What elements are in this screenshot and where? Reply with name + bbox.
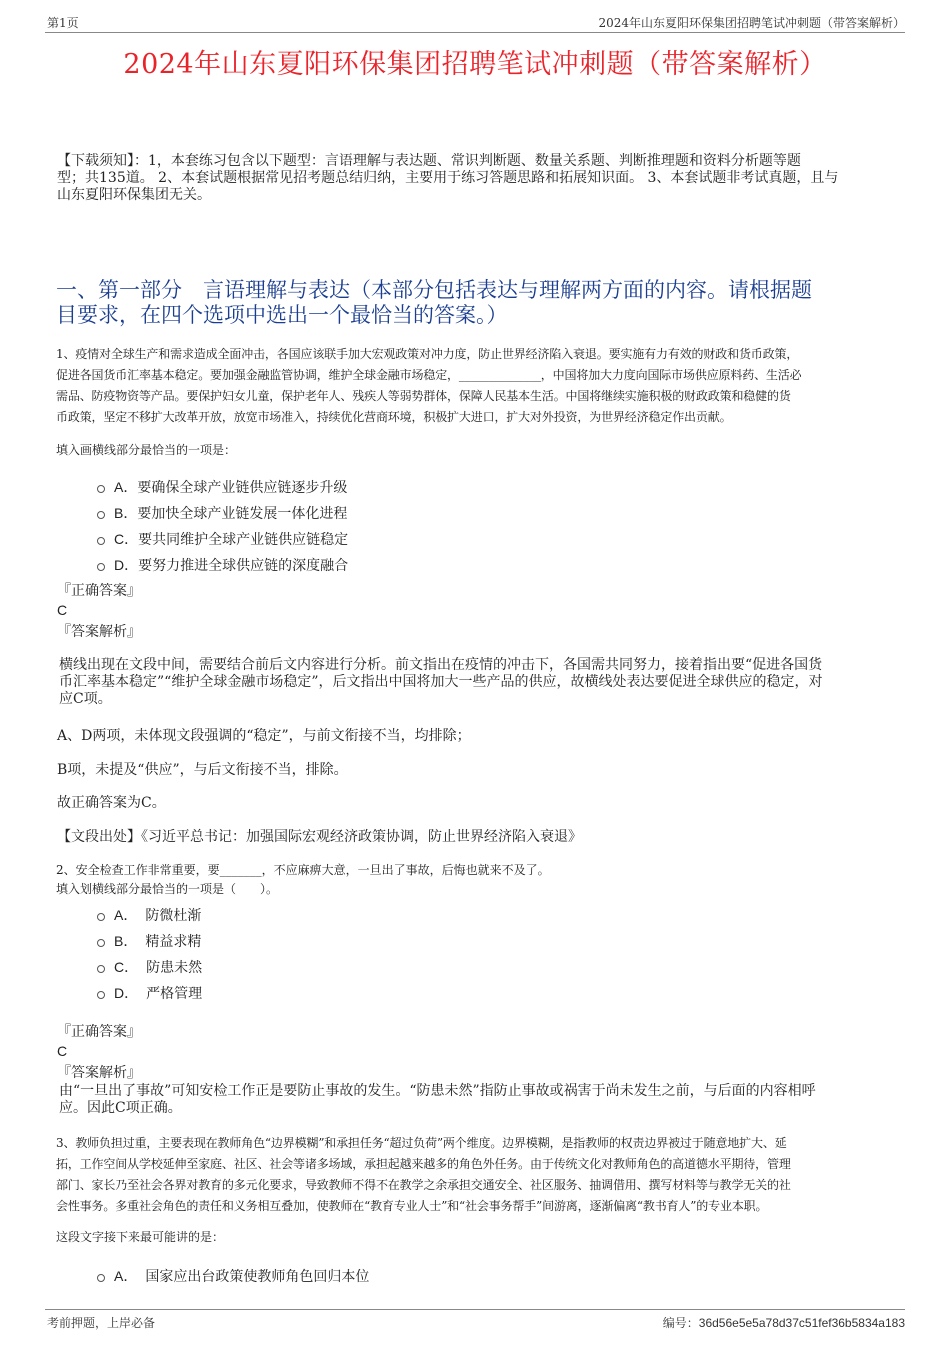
section-line: 目要求，在四个选项中选出一个最恰当的答案。） bbox=[56, 303, 508, 327]
option-letter: B． bbox=[114, 933, 138, 949]
q1-option-d[interactable] bbox=[97, 555, 348, 575]
analysis-line: 由“一旦出了事故”可知安检工作正是要防止事故的发生。“防患未然”指防止事故或祸害于尚未发生之前，与后面的内容相呼 bbox=[59, 1083, 816, 1099]
stem-line: 1、疫情对全球生产和需求造成全面冲击，各国应该联手加大宏观政策对冲力度，防止世界经济陷入衰退。要实施有力有效的财政和货币政策， bbox=[56, 347, 799, 361]
radio-icon[interactable] bbox=[97, 965, 105, 973]
footer-slogan: 考前押题，上岸必备 bbox=[47, 1316, 156, 1330]
option-text: 严格管理 bbox=[146, 986, 203, 1002]
answer-label: 『正确答案』 bbox=[57, 583, 141, 599]
option-text: 要共同维护全球产业链供应链稳定 bbox=[138, 532, 349, 548]
analysis-label: 『答案解析』 bbox=[57, 624, 141, 640]
code-value: 36d56e5e5a78d37c51fef36b5834a183 bbox=[698, 1316, 905, 1330]
q2-option-b[interactable] bbox=[97, 931, 201, 951]
stem-line: 币政策，坚定不移扩大改革开放，放宽市场准入，持续优化营商环境，积极扩大进口，扩大对外投资，为世界经济稳定作出贡献。 bbox=[56, 410, 732, 424]
header-doc-title: 2024年山东夏阳环保集团招聘笔试冲刺题（带答案解析） bbox=[598, 16, 905, 30]
option-text: 防微杜渐 bbox=[145, 908, 202, 924]
footer-divider bbox=[45, 1309, 905, 1310]
analysis-line: 币汇率基本稳定”“维护全球金融市场稳定”，后文指出中国将加大一些产品的供应，故横线处表达要促进全球供应的稳定，对 bbox=[59, 674, 823, 690]
option-text: 要加快全球产业链发展一体化进程 bbox=[137, 506, 348, 522]
analysis-line: 应C项。 bbox=[59, 691, 112, 707]
stem-line: 3、教师负担过重，主要表现在教师角色“边界模糊”和承担任务“超过负荷”两个维度。边界模糊，是指教师的权责边界被过于随意地扩大、延 bbox=[56, 1136, 787, 1150]
question-3-stem bbox=[56, 1133, 916, 1217]
question-2-prompt: 填入划横线部分最恰当的一项是（ ）。 bbox=[56, 882, 279, 896]
option-letter: A． bbox=[114, 907, 138, 923]
question-3-prompt: 这段文字接下来最可能讲的是： bbox=[56, 1230, 225, 1244]
question-1-prompt: 填入画横线部分最恰当的一项是： bbox=[56, 443, 237, 457]
question-1-stem bbox=[56, 344, 916, 428]
q1-option-c[interactable] bbox=[97, 529, 348, 549]
q1-analysis-b: B项，未提及“供应”，与后文衔接不当，排除。 bbox=[57, 762, 348, 778]
stem-line: 部门、家长乃至社会各界对教育的多元化要求，导致教师不得不在教学之余承担交通安全、社区服务、抽调借用、撰写材料等与教学无关的社 bbox=[56, 1178, 791, 1192]
q2-option-a[interactable] bbox=[97, 905, 201, 925]
stem-line: 需品、防疫物资等产品。要保护妇女儿童，保护老年人、残疾人等弱势群体，保障人民基本生活。中国将继续实施积极的财政政策和稳健的货 bbox=[56, 389, 791, 403]
page-number: 第1页 bbox=[47, 16, 79, 30]
stem-line: 会性事务。多重社会角色的责任和义务相互叠加，使教师在“教育专业人士”和“社会事务帮手”间游离，逐渐偏离“教书育人”的专业本职。 bbox=[56, 1199, 768, 1213]
option-letter: D． bbox=[114, 557, 139, 573]
radio-icon[interactable] bbox=[97, 537, 105, 545]
option-letter: C． bbox=[114, 531, 139, 547]
option-text: 要确保全球产业链供应链逐步升级 bbox=[137, 480, 348, 496]
radio-icon[interactable] bbox=[97, 913, 105, 921]
q1-conclusion: 故正确答案为C。 bbox=[57, 795, 166, 811]
option-letter: D． bbox=[114, 985, 139, 1001]
stem-line: 拓，工作空间从学校延伸至家庭、社区、社会等诸多场域，承担起越来越多的角色外任务。由于传统文化对教师角色的高道德水平期待，管理 bbox=[56, 1157, 791, 1171]
analysis-label: 『答案解析』 bbox=[57, 1065, 141, 1081]
stem-line: 促进各国货币汇率基本稳定。要加强金融监管协调，维护全球金融市场稳定，______________，中国将加大力度向国际市场供应原料药、生活必 bbox=[56, 368, 802, 382]
option-text: 精益求精 bbox=[145, 934, 202, 950]
footer-code bbox=[663, 1314, 905, 1331]
radio-icon[interactable] bbox=[97, 563, 105, 571]
q3-option-a[interactable] bbox=[97, 1266, 369, 1286]
analysis-line: 应。因此C项正确。 bbox=[59, 1100, 182, 1116]
q1-analysis bbox=[59, 657, 909, 708]
notice-line: 型；共135道。 2、本套试题根据常见招考题总结归纳，主要用于练习答题思路和拓展知识面。 3、本套试题非考试真题，且与 bbox=[57, 170, 839, 186]
radio-icon[interactable] bbox=[97, 511, 105, 519]
section-line: 一、第一部分 言语理解与表达（本部分包括表达与理解两方面的内容。请根据题 bbox=[56, 278, 812, 302]
option-letter: C． bbox=[114, 959, 139, 975]
notice-line: 【下载须知】：1，本套练习包含以下题型：言语理解与表达题、常识判断题、数量关系题、判断推理题和资料分析题等题 bbox=[57, 153, 801, 169]
download-notice bbox=[57, 153, 907, 204]
code-label: 编号： bbox=[662, 1316, 699, 1330]
section-heading bbox=[56, 278, 916, 328]
radio-icon[interactable] bbox=[97, 1274, 105, 1282]
q2-option-d[interactable] bbox=[97, 983, 202, 1003]
answer-label: 『正确答案』 bbox=[57, 1024, 141, 1040]
option-letter: B． bbox=[114, 505, 138, 521]
q1-option-b[interactable] bbox=[97, 503, 347, 523]
notice-line: 山东夏阳环保集团无关。 bbox=[57, 187, 211, 203]
answer-value: C bbox=[57, 1043, 68, 1059]
question-2-stem: 2、安全检查工作非常重要，要_______，不应麻痹大意，一旦出了事故，后悔也就来不及了。 bbox=[56, 863, 550, 877]
option-text: 要努力推进全球供应链的深度融合 bbox=[138, 558, 349, 574]
page-title: 2024年山东夏阳环保集团招聘笔试冲刺题（带答案解析） bbox=[123, 49, 827, 80]
q2-analysis bbox=[59, 1083, 909, 1117]
radio-icon[interactable] bbox=[97, 991, 105, 999]
radio-icon[interactable] bbox=[97, 485, 105, 493]
header-divider bbox=[45, 32, 905, 33]
answer-value: C bbox=[57, 602, 68, 618]
q2-option-c[interactable] bbox=[97, 957, 202, 977]
option-letter: A． bbox=[114, 479, 138, 495]
analysis-line: 横线出现在文段中间，需要结合前后文内容进行分析。前文指出在疫情的冲击下，各国需共同努力，接着指出要“促进各国货 bbox=[59, 657, 823, 673]
option-letter: A． bbox=[114, 1268, 138, 1284]
q1-source: 【文段出处】《习近平总书记：加强国际宏观经济政策协调，防止世界经济陷入衰退》 bbox=[57, 829, 582, 845]
q1-option-a[interactable] bbox=[97, 477, 347, 497]
option-text: 防患未然 bbox=[146, 960, 203, 976]
radio-icon[interactable] bbox=[97, 939, 105, 947]
option-text: 国家应出台政策使教师角色回归本位 bbox=[145, 1269, 370, 1285]
q1-analysis-ad: A、D两项，未体现文段强调的“稳定”，与前文衔接不当，均排除； bbox=[57, 728, 471, 744]
